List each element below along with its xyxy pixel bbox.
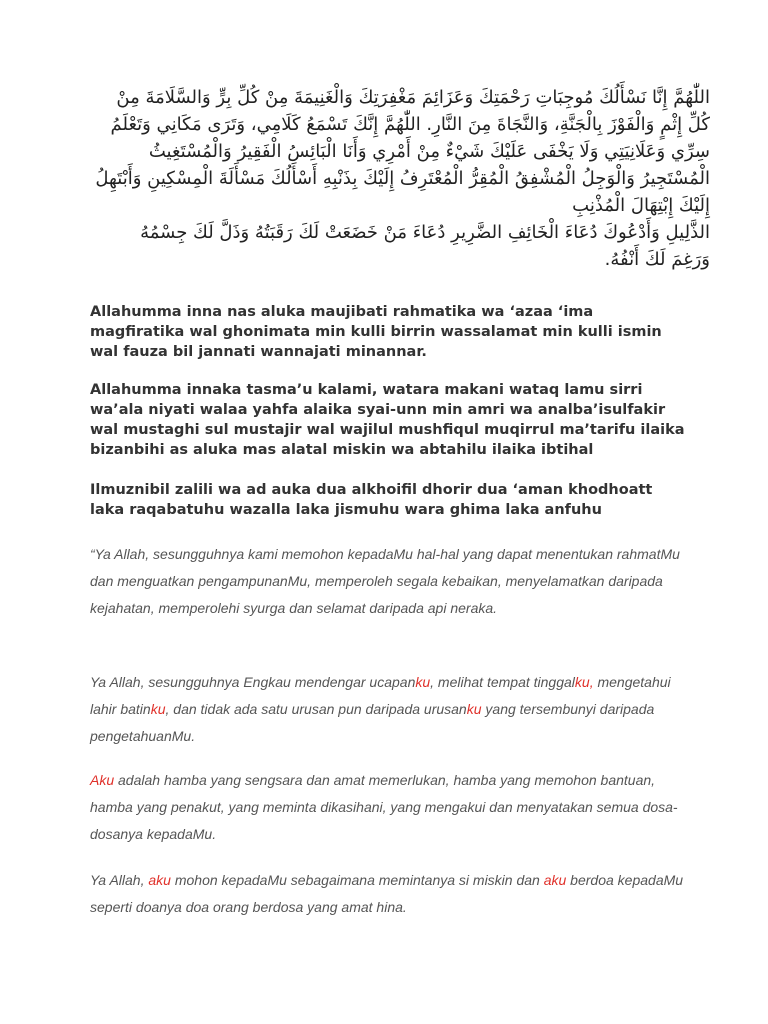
arabic-prayer-text <box>90 84 710 273</box>
highlight-word: aku <box>543 872 567 888</box>
translation-paragraph-4 <box>90 867 690 921</box>
arabic-line: الْمُسْتَجِيرُ وَالْوَجِلُ الْمُشْفِقُ الْمُقِرُّ الْمُعْتَرِفُ إِلَيْكَ بِذَنْبِهِ أَسْأَلُكَ مَسْأَلَةَ الْمِسْكِينِ وَأَبْتَهِلُ <box>95 168 710 189</box>
arabic-line: كُلِّ إِثْمٍ وَالْفَوْزَ بِالْجَنَّةِ، وَالنَّجَاةَ مِنَ النَّارِ. اللّٰهُمَّ إِنَّكَ تَسْمَعُ كَلَامِي، وَتَرَى مَكَانِي وَتَعْلَمُ <box>110 114 710 135</box>
translation-paragraph-3 <box>90 767 690 848</box>
translation-text: berdoa kepadaMu seperti doanya doa orang berdosa yang amat hina. <box>90 872 684 915</box>
translation-text: adalah hamba yang sengsara dan amat memerlukan, hamba yang memohon bantuan, hamba yang penakut, yang meminta dikasihani, yang mengakui dan menyatakan semua dosa-dosanya kepadaMu. <box>90 772 678 842</box>
translation-paragraph-2 <box>90 669 690 750</box>
transliteration-paragraph-2: Allahumma innaka tasma’u kalami, watara makani wataq lamu sirri wa’ala niyati walaa yahfa alaika syai-unn min amri wa analba’isulfakir wal mustaghi sul mustajir wal wajilul mushfiqul muqirrul ma’tarifu ilaika bizanbihi as aluka mas alatal miskin wa abtahilu ilaika ibtihal <box>90 382 685 458</box>
translation-text: mohon kepadaMu sebagaimana memintanya si miskin dan <box>170 872 544 888</box>
translation-text: Ya Allah, sesungguhnya Engkau mendengar ucapan <box>90 674 416 690</box>
highlight-word: ku <box>150 701 166 717</box>
translation-text: Ya Allah, <box>90 872 145 888</box>
arabic-line: اللّٰهُمَّ إِنَّا نَسْأَلُكَ مُوجِبَاتِ رَحْمَتِكَ وَعَزَائِمَ مَغْفِرَتِكَ وَالْغَنِيمَةَ مِنْ كُلِّ بِرٍّ وَالسَّلَامَةَ مِنْ <box>116 87 710 108</box>
arabic-line: الذَّلِيلِ وَأَدْعُوكَ دُعَاءَ الْخَائِفِ الضَّرِيرِ دُعَاءَ مَنْ خَضَعَتْ لَكَ رَقَبَتُهُ وَذَلَّ لَكَ جِسْمُهُ <box>140 222 710 243</box>
highlight-word: ku <box>415 674 431 690</box>
arabic-line: سِرِّي وَعَلَانِيَتِي وَلَا يَخْفَى عَلَيْكَ شَيْءٌ مِنْ أَمْرِي وَأَنَا الْبَائِسُ الْفَقِيرُ وَالْمُسْتَغِيثُ <box>148 141 710 162</box>
highlight-word: Aku <box>90 772 115 788</box>
arabic-line: وَرَغِمَ لَكَ أَنْفُهُ. <box>604 249 710 270</box>
arabic-line: إِلَيْكَ إِبْتِهَالَ الْمُذْنِبِ <box>572 195 710 216</box>
translation-paragraph-1: “Ya Allah, sesungguhnya kami memohon kepadaMu hal-hal yang dapat menentukan rahmatMu dan menguatkan pengampunanMu, memperoleh segala kebaikan, menyelamatkan daripada kejahatan, memperolehi syurga dan selamat daripada api neraka. <box>90 546 680 616</box>
translation-text: , melihat tempat tinggal <box>430 674 575 690</box>
translation-text: , dan tidak ada satu urusan pun daripada urusan <box>165 701 467 717</box>
translation-text: mengetahui lahir batin <box>90 674 671 717</box>
highlight-word: ku <box>466 701 482 717</box>
translation-text: yang tersembunyi daripada pengetahuanMu. <box>90 701 655 744</box>
transliteration-paragraph-3: Ilmuznibil zalili wa ad auka dua alkhoifil dhorir dua ‘aman khodhoatt laka raqabatuhu wazalla laka jismuhu wara ghima laka anfuhu <box>90 482 653 518</box>
transliteration-paragraph-1: Allahumma inna nas aluka maujibati rahmatika wa ‘azaa ‘ima magfiratika wal ghonimata min kulli birrin wassalamat min kulli ismin wal fauza bil jannati wannajati minannar. <box>90 304 662 360</box>
highlight-word: aku <box>144 872 171 888</box>
highlight-word: ku, <box>574 674 594 690</box>
